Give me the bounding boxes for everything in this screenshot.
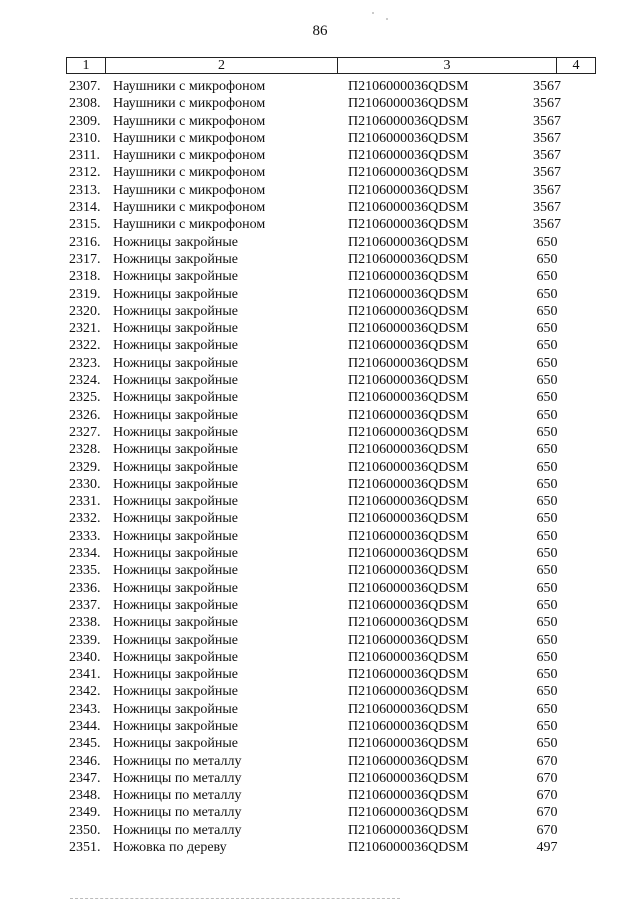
item-code: П2106000036QDSM — [348, 597, 469, 613]
scan-artifact — [70, 898, 400, 900]
item-code: П2106000036QDSM — [348, 217, 469, 233]
table-row — [0, 545, 640, 562]
table-row — [0, 78, 640, 95]
row-number: 2337. — [69, 597, 101, 613]
item-quantity: 650 — [536, 701, 558, 717]
row-number: 2321. — [69, 321, 101, 337]
item-name: Ножницы закройные — [113, 580, 238, 596]
item-name: Наушники с микрофоном — [113, 217, 266, 233]
table-row — [0, 459, 640, 476]
row-number: 2323. — [69, 355, 101, 371]
table-row — [0, 701, 640, 718]
row-number: 2320. — [69, 303, 101, 319]
item-name: Ножницы закройные — [113, 373, 238, 389]
item-quantity: 650 — [536, 597, 558, 613]
table-row — [0, 234, 640, 251]
item-name: Ножницы по металлу — [113, 770, 242, 786]
row-number: 2338. — [69, 615, 101, 631]
item-name: Ножницы закройные — [113, 632, 238, 648]
item-code: П2106000036QDSM — [348, 165, 469, 181]
table-row — [0, 424, 640, 441]
item-quantity: 3567 — [533, 79, 561, 94]
item-quantity: 670 — [536, 770, 558, 786]
item-quantity: 650 — [536, 373, 558, 389]
item-code: П2106000036QDSM — [348, 338, 469, 354]
item-name: Наушники с микрофоном — [113, 113, 266, 129]
row-number: 2327. — [69, 424, 101, 440]
header-col-2: 2 — [106, 58, 338, 73]
row-number: 2348. — [69, 788, 101, 804]
table-row — [0, 562, 640, 579]
row-number: 2322. — [69, 338, 101, 354]
item-code: П2106000036QDSM — [348, 251, 469, 267]
row-number: 2310. — [69, 130, 101, 146]
item-quantity: 650 — [536, 321, 558, 337]
item-quantity: 670 — [536, 805, 558, 821]
row-number: 2345. — [69, 736, 101, 752]
item-name: Ножницы закройные — [113, 424, 238, 440]
item-name: Наушники с микрофоном — [113, 165, 266, 181]
item-quantity: 650 — [536, 390, 558, 406]
item-name: Ножницы закройные — [113, 684, 238, 700]
item-code: П2106000036QDSM — [348, 701, 469, 717]
table-body — [0, 78, 640, 856]
item-name: Ножницы закройные — [113, 649, 238, 665]
item-code: П2106000036QDSM — [348, 476, 469, 492]
table-row — [0, 753, 640, 770]
item-quantity: 650 — [536, 269, 558, 285]
row-number: 2325. — [69, 390, 101, 406]
item-code: П2106000036QDSM — [348, 805, 469, 821]
table-row — [0, 666, 640, 683]
item-name: Наушники с микрофоном — [113, 96, 266, 112]
item-name: Ножницы закройные — [113, 718, 238, 734]
row-number: 2330. — [69, 476, 101, 492]
item-quantity: 650 — [536, 442, 558, 458]
row-number: 2326. — [69, 407, 101, 423]
row-number: 2341. — [69, 667, 101, 683]
item-name: Ножницы закройные — [113, 442, 238, 458]
item-code: П2106000036QDSM — [348, 113, 469, 129]
table-row — [0, 441, 640, 458]
item-quantity: 3567 — [533, 113, 561, 129]
row-number: 2343. — [69, 701, 101, 717]
row-number: 2312. — [69, 165, 101, 181]
table-row — [0, 355, 640, 372]
row-number: 2339. — [69, 632, 101, 648]
item-quantity: 650 — [536, 494, 558, 510]
item-code: П2106000036QDSM — [348, 788, 469, 804]
table-row — [0, 493, 640, 510]
table-row — [0, 580, 640, 597]
item-name: Ножницы закройные — [113, 563, 238, 579]
item-name: Ножницы закройные — [113, 234, 238, 250]
item-name: Ножницы закройные — [113, 355, 238, 371]
item-name: Наушники с микрофоном — [113, 148, 266, 164]
row-number: 2331. — [69, 494, 101, 510]
row-number: 2315. — [69, 217, 101, 233]
row-number: 2318. — [69, 269, 101, 285]
item-name: Ножницы по металлу — [113, 805, 242, 821]
item-code: П2106000036QDSM — [348, 528, 469, 544]
item-code: П2106000036QDSM — [348, 148, 469, 164]
item-code: П2106000036QDSM — [348, 269, 469, 285]
table-row — [0, 303, 640, 320]
table-row — [0, 268, 640, 285]
item-name: Ножницы закройные — [113, 511, 238, 527]
row-number: 2308. — [69, 96, 101, 112]
item-code: П2106000036QDSM — [348, 303, 469, 319]
item-code: П2106000036QDSM — [348, 563, 469, 579]
item-code: П2106000036QDSM — [348, 355, 469, 371]
table-row — [0, 787, 640, 804]
item-code: П2106000036QDSM — [348, 234, 469, 250]
item-code: П2106000036QDSM — [348, 321, 469, 337]
item-name: Наушники с микрофоном — [113, 182, 266, 198]
item-code: П2106000036QDSM — [348, 840, 469, 856]
table-row — [0, 804, 640, 821]
table-row — [0, 199, 640, 216]
item-code: П2106000036QDSM — [348, 753, 469, 769]
table-row — [0, 147, 640, 164]
item-code: П2106000036QDSM — [348, 580, 469, 596]
row-number: 2311. — [69, 148, 100, 164]
item-name: Ножницы закройные — [113, 303, 238, 319]
item-quantity: 650 — [536, 424, 558, 440]
item-name: Ножницы закройные — [113, 251, 238, 267]
item-code: П2106000036QDSM — [348, 632, 469, 648]
row-number: 2316. — [69, 234, 101, 250]
table-row — [0, 251, 640, 268]
item-code: П2106000036QDSM — [348, 390, 469, 406]
item-code: П2106000036QDSM — [348, 511, 469, 527]
table-row — [0, 182, 640, 199]
row-number: 2342. — [69, 684, 101, 700]
item-name: Ножницы закройные — [113, 667, 238, 683]
item-name: Ножницы по металлу — [113, 753, 242, 769]
item-name: Ножницы закройные — [113, 459, 238, 475]
item-code: П2106000036QDSM — [348, 200, 469, 216]
item-name: Ножовка по дереву — [113, 840, 227, 856]
item-name: Ножницы закройные — [113, 390, 238, 406]
table-row — [0, 839, 640, 856]
item-quantity: 650 — [536, 615, 558, 631]
item-name: Ножницы закройные — [113, 494, 238, 510]
row-number: 2333. — [69, 528, 101, 544]
row-number: 2328. — [69, 442, 101, 458]
item-name: Ножницы закройные — [113, 597, 238, 613]
page-number: 86 — [312, 23, 328, 39]
table-row — [0, 770, 640, 787]
table-row — [0, 597, 640, 614]
table-row — [0, 822, 640, 839]
item-code: П2106000036QDSM — [348, 649, 469, 665]
item-quantity: 3567 — [533, 148, 561, 164]
scan-speck — [386, 18, 388, 20]
item-name: Ножницы закройные — [113, 546, 238, 562]
table-row — [0, 320, 640, 337]
item-quantity: 650 — [536, 476, 558, 492]
row-number: 2351. — [69, 840, 101, 856]
item-code: П2106000036QDSM — [348, 459, 469, 475]
item-quantity: 650 — [536, 649, 558, 665]
table-row — [0, 735, 640, 752]
item-name: Ножницы закройные — [113, 615, 238, 631]
item-code: П2106000036QDSM — [348, 546, 469, 562]
item-code: П2106000036QDSM — [348, 718, 469, 734]
scan-speck — [372, 12, 374, 14]
row-number: 2332. — [69, 511, 101, 527]
item-name: Наушники с микрофоном — [113, 130, 266, 146]
row-number: 2324. — [69, 373, 101, 389]
item-quantity: 650 — [536, 580, 558, 596]
item-quantity: 650 — [536, 546, 558, 562]
item-quantity: 3567 — [533, 130, 561, 146]
item-quantity: 3567 — [533, 165, 561, 181]
item-quantity: 650 — [536, 684, 558, 700]
row-number: 2334. — [69, 546, 101, 562]
item-code: П2106000036QDSM — [348, 373, 469, 389]
item-quantity: 3567 — [533, 182, 561, 198]
item-quantity: 650 — [536, 632, 558, 648]
item-quantity: 3567 — [533, 200, 561, 216]
table-row — [0, 614, 640, 631]
item-quantity: 497 — [536, 840, 558, 856]
item-name: Ножницы закройные — [113, 736, 238, 752]
table-row — [0, 130, 640, 147]
item-quantity: 650 — [536, 407, 558, 423]
row-number: 2335. — [69, 563, 101, 579]
item-quantity: 650 — [536, 355, 558, 371]
item-quantity: 650 — [536, 667, 558, 683]
item-name: Ножницы по металлу — [113, 822, 242, 838]
row-number: 2329. — [69, 459, 101, 475]
item-code: П2106000036QDSM — [348, 182, 469, 198]
item-quantity: 3567 — [533, 217, 561, 233]
item-quantity: 670 — [536, 753, 558, 769]
item-quantity: 650 — [536, 459, 558, 475]
header-col-1: 1 — [67, 58, 106, 73]
table-row — [0, 528, 640, 545]
item-name: Ножницы закройные — [113, 338, 238, 354]
item-quantity: 650 — [536, 511, 558, 527]
row-number: 2309. — [69, 113, 101, 129]
row-number: 2317. — [69, 251, 101, 267]
table-row — [0, 95, 640, 112]
table-row — [0, 476, 640, 493]
item-code: П2106000036QDSM — [348, 736, 469, 752]
item-name: Ножницы закройные — [113, 476, 238, 492]
table-row — [0, 510, 640, 527]
row-number: 2307. — [69, 79, 101, 94]
row-number: 2349. — [69, 805, 101, 821]
item-name: Ножницы закройные — [113, 701, 238, 717]
item-quantity: 670 — [536, 788, 558, 804]
item-quantity: 670 — [536, 822, 558, 838]
item-quantity: 650 — [536, 563, 558, 579]
item-name: Ножницы по металлу — [113, 788, 242, 804]
item-quantity: 3567 — [533, 96, 561, 112]
table-row — [0, 164, 640, 181]
table-row — [0, 407, 640, 424]
item-code: П2106000036QDSM — [348, 494, 469, 510]
table-row — [0, 389, 640, 406]
row-number: 2347. — [69, 770, 101, 786]
item-quantity: 650 — [536, 718, 558, 734]
item-name: Наушники с микрофоном — [113, 200, 266, 216]
item-code: П2106000036QDSM — [348, 96, 469, 112]
item-code: П2106000036QDSM — [348, 424, 469, 440]
item-code: П2106000036QDSM — [348, 442, 469, 458]
table-row — [0, 649, 640, 666]
item-quantity: 650 — [536, 303, 558, 319]
item-code: П2106000036QDSM — [348, 130, 469, 146]
row-number: 2344. — [69, 718, 101, 734]
table-row — [0, 683, 640, 700]
item-quantity: 650 — [536, 286, 558, 302]
item-name: Ножницы закройные — [113, 528, 238, 544]
item-code: П2106000036QDSM — [348, 822, 469, 838]
row-number: 2340. — [69, 649, 101, 665]
row-number: 2350. — [69, 822, 101, 838]
item-code: П2106000036QDSM — [348, 286, 469, 302]
item-quantity: 650 — [536, 251, 558, 267]
table-header — [66, 57, 596, 74]
row-number: 2336. — [69, 580, 101, 596]
row-number: 2314. — [69, 200, 101, 216]
table-row — [0, 632, 640, 649]
table-row — [0, 113, 640, 130]
row-number: 2319. — [69, 286, 101, 302]
header-col-4: 4 — [572, 58, 580, 73]
item-quantity: 650 — [536, 528, 558, 544]
header-col-3: 3 — [338, 58, 557, 73]
item-name: Ножницы закройные — [113, 286, 238, 302]
item-quantity: 650 — [536, 234, 558, 250]
item-quantity: 650 — [536, 736, 558, 752]
item-code: П2106000036QDSM — [348, 667, 469, 683]
item-name: Ножницы закройные — [113, 321, 238, 337]
item-quantity: 650 — [536, 338, 558, 354]
item-code: П2106000036QDSM — [348, 79, 469, 94]
table-row — [0, 286, 640, 303]
table-row — [0, 216, 640, 233]
row-number: 2313. — [69, 182, 101, 198]
item-code: П2106000036QDSM — [348, 770, 469, 786]
row-number: 2346. — [69, 753, 101, 769]
item-name: Ножницы закройные — [113, 269, 238, 285]
item-code: П2106000036QDSM — [348, 615, 469, 631]
table-row — [0, 337, 640, 354]
item-code: П2106000036QDSM — [348, 684, 469, 700]
item-name: Наушники с микрофоном — [113, 79, 266, 94]
table-row — [0, 372, 640, 389]
table-row — [0, 718, 640, 735]
item-code: П2106000036QDSM — [348, 407, 469, 423]
item-name: Ножницы закройные — [113, 407, 238, 423]
